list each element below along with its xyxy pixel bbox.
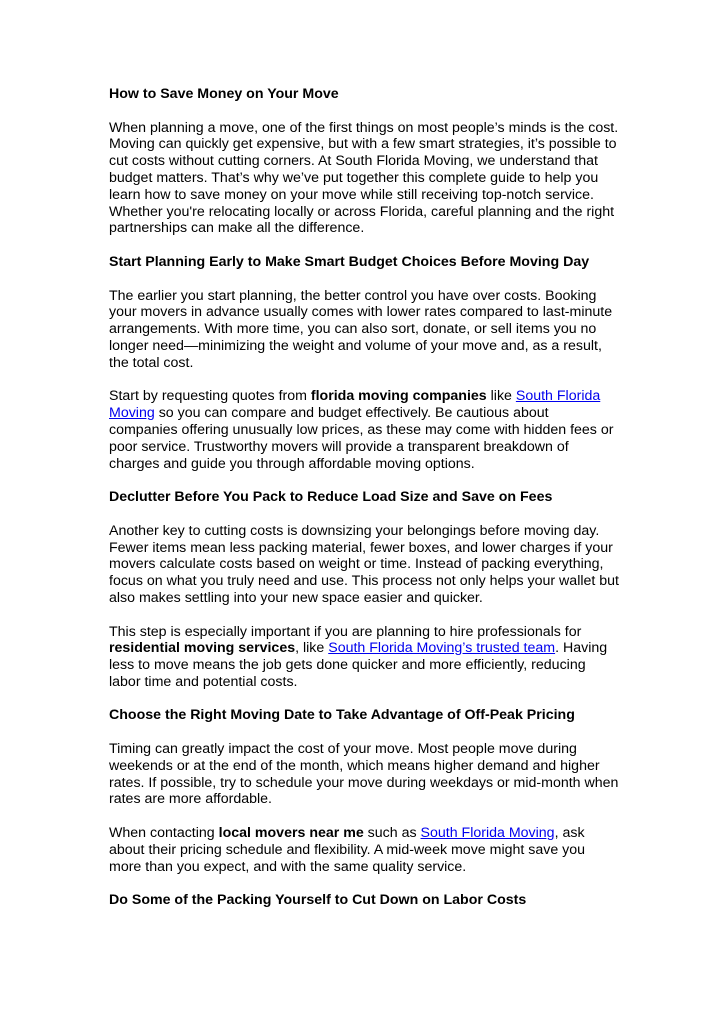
text-span: like xyxy=(486,388,516,405)
text-span: Start by requesting quotes from xyxy=(109,388,311,405)
document-page xyxy=(109,86,621,926)
planning-paragraph-1: The earlier you start planning, the better control you have over costs. Booking your movers in advance usually comes with lower rates compared to last-minute arrangements. With more time, you can also sort, donate, or sell items you no longer need—minimizing the weight and volume of your move and, as a result, the total cost. xyxy=(109,287,613,371)
declutter-paragraph-1: Another key to cutting costs is downsizing your belongings before moving day. Fewer items mean less packing material, fewer boxes, and lower charges if your movers calculate costs based on weight or time. Instead of packing everything, focus on what you truly need and use. This process not only helps your wallet but also makes settling into your new space easier and quicker. xyxy=(109,522,619,606)
text-span: , like xyxy=(295,640,329,657)
south-florida-moving-link[interactable]: South Florida Moving xyxy=(109,388,601,422)
section-heading-planning: Start Planning Early to Make Smart Budget Choices Before Moving Day xyxy=(109,253,590,270)
trusted-team-link[interactable]: South Florida Moving’s trusted team xyxy=(328,640,556,657)
south-florida-moving-link[interactable]: South Florida Moving xyxy=(420,825,555,842)
text-span: so you can compare and budget effectively. Be cautious about companies offering unusually low prices, as these may come with hidden fees or poor service. Trustworthy movers will provide a transparent breakdown of charges and guide you through affordable moving options. xyxy=(109,405,614,472)
text-span: . Having less to move means the job gets done quicker and more efficiently, reducing labor time and potential costs. xyxy=(109,640,608,690)
declutter-paragraph-2 xyxy=(109,624,621,691)
section-heading-packing: Do Some of the Packing Yourself to Cut Down on Labor Costs xyxy=(109,892,527,909)
moving-date-paragraph-2 xyxy=(109,825,621,875)
text-span: When contacting xyxy=(109,825,219,842)
moving-date-paragraph-1: Timing can greatly impact the cost of your move. Most people move during weekends or at the end of the month, which means higher demand and higher rates. If possible, try to schedule your move during weekdays or mid-month when rates are more affordable. xyxy=(109,741,619,808)
text-span: , ask about their pricing schedule and flexibility. A mid-week move might save you more than you expect, and with the same quality service. xyxy=(109,825,586,875)
text-span: such as xyxy=(363,825,421,842)
planning-paragraph-2 xyxy=(109,388,621,472)
bold-keyword: residential moving services xyxy=(109,640,296,657)
section-heading-declutter: Declutter Before You Pack to Reduce Load Size and Save on Fees xyxy=(109,489,553,506)
text-span: This step is especially important if you are planning to hire professionals for xyxy=(109,623,582,640)
intro-paragraph: When planning a move, one of the first things on most people’s minds is the cost. Moving can quickly get expensive, but with a few smart strategies, it’s possible to cut costs without cutting corners. At South Florida Moving, we understand that budget matters. That’s why we’ve put together this complete guide to help you learn how to save money on your move while still receiving top-notch service. Whether you're relocating locally or across Florida, careful planning and the right partnerships can make all the difference. xyxy=(109,119,619,237)
bold-keyword: local movers near me xyxy=(218,825,364,842)
bold-keyword: florida moving companies xyxy=(310,388,487,405)
section-heading-moving-date: Choose the Right Moving Date to Take Advantage of Off-Peak Pricing xyxy=(109,707,575,724)
document-title: How to Save Money on Your Move xyxy=(109,86,339,102)
